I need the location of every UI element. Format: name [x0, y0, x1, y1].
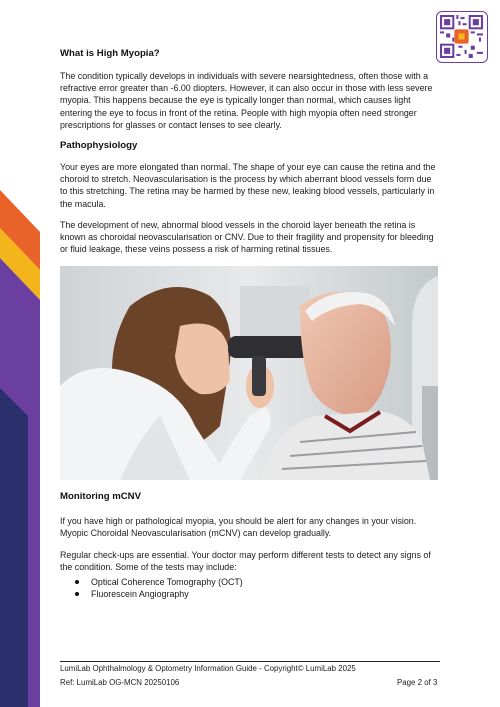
paragraph-pathophysiology-2: The development of new, abnormal blood vessels in the choroid layer beneath the retina is known as choroidal neovascularisation or CNV. Due to their fragility and propensity for bleeding or fluid leakage, these veins possess a risk of harming retinal tissues. — [60, 220, 434, 255]
heading-pathophysiology: Pathophysiology — [60, 140, 138, 151]
list-item: Fluorescein Angiography — [60, 588, 440, 600]
paragraph-high-myopia: The condition typically develops in individuals with severe nearsightedness, often those with a refractive error greater than -6.00 diopters. However, it can also occur in those with less severe myopia. This happens because the eye is typically longer than normal, which causes light entering the eye to focus in front of the retina. People with high myopia often need stronger prescriptions for glasses or contact lenses to see clearly. — [60, 71, 433, 130]
paragraph-block — [60, 549, 440, 573]
test-list — [60, 576, 440, 600]
qr-code-icon[interactable] — [436, 11, 488, 63]
eye-exam-photo — [60, 266, 438, 480]
section-pathophysiology — [60, 140, 440, 152]
heading-what-is-high-myopia: What is High Myopia? — [60, 48, 160, 59]
paragraph-block — [60, 161, 440, 210]
paragraph-block — [60, 219, 440, 256]
section-what-is-high-myopia — [60, 48, 440, 60]
paragraph-block — [60, 515, 440, 539]
heading-monitoring-mcnv: Monitoring mCNV — [60, 491, 142, 502]
footer-reference: Ref: LumiLab OG-MCN 20250106 — [60, 678, 180, 687]
footer-divider — [60, 661, 440, 662]
paragraph-block — [60, 70, 440, 131]
paragraph-pathophysiology-1: Your eyes are more elongated than normal. The shape of your eye can cause the retina and the choroid to stretch. Neovascularisation is the process by which aberrant blood vessels form due to this stretching. The retina may be harmed by these new, leaking blood vessels, particularly in the macula. — [60, 162, 436, 209]
page-number: Page 2 of 3 — [397, 678, 438, 687]
paragraph-monitoring-2: Regular check-ups are essential. Your doctor may perform different tests to detect any signs of the condition. Some of the tests may include: — [60, 550, 431, 573]
list-item: Optical Coherence Tomography (OCT) — [60, 576, 440, 588]
section-monitoring-mcnv — [60, 491, 440, 503]
decorative-side-bands — [0, 190, 40, 707]
footer-guide-text: LumiLab Ophthalmology & Optometry Information Guide - Copyright© LumiLab 2025 — [60, 664, 356, 673]
paragraph-monitoring-1: If you have high or pathological myopia, you should be alert for any changes in your vision. Myopic Choroidal Neovascularisation (mCNV) can develop gradually. — [60, 516, 417, 539]
